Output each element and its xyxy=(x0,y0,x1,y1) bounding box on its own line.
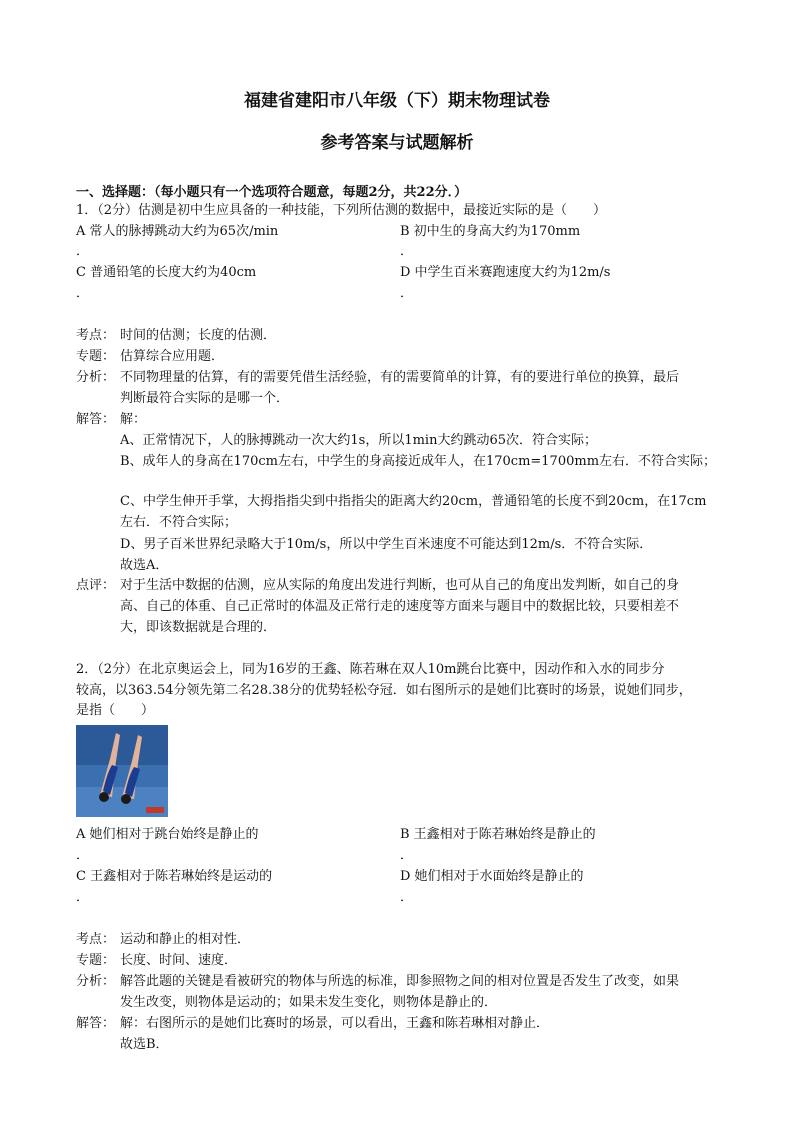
q1-option-d-dot: ． xyxy=(400,286,414,301)
q2-fenxi-line2: 发生改变，则物体是运动的；如果未发生变化，则物体是静止的． xyxy=(120,995,498,1010)
q1-jieda-c-line2: 左右．不符合实际； xyxy=(120,515,238,530)
q1-jieda-intro: 解： xyxy=(120,412,147,427)
q1-option-c: C 普通铅笔的长度大约为40cm xyxy=(76,265,257,280)
q1-fenxi-label: 分析： xyxy=(76,370,116,385)
q2-option-a-dot: ． xyxy=(76,848,90,863)
q2-fenxi-label: 分析： xyxy=(76,974,116,989)
q1-zhuanti: 估算综合应用题． xyxy=(120,349,225,364)
q2-option-c-dot: ． xyxy=(76,890,90,905)
q1-fenxi-line2: 判断最符合实际的是哪一个． xyxy=(120,391,290,406)
q1-option-b-dot: ． xyxy=(400,244,414,259)
page-subtitle: 参考答案与试题解析 xyxy=(320,133,474,153)
q2-stem-line3: 是指（ ） xyxy=(76,703,155,718)
q1-kaodian-label: 考点： xyxy=(76,328,116,343)
q1-dianping-line2: 高、自己的体重、自己正常时的体温及正常行走的速度等方面来与题目中的数据比较，只要相差不 xyxy=(120,599,680,614)
q2-option-c: C 王鑫相对于陈若琳始终是运动的 xyxy=(76,869,273,884)
q2-stem-line2: 较高，以363.54分领先第二名28.38分的优势轻松夺冠．如右图所示的是她们比赛时的场景，说她们同步， xyxy=(76,683,692,698)
section-heading: 一、选择题：（每小题只有一个选项符合题意，每题2分，共22分．） xyxy=(76,185,468,200)
q1-jieda-b: B、成年人的身高在170cm左右，中学生的身高接近成年人，在170cm=1700mm左右．不符合实际； xyxy=(120,454,717,469)
q2-option-a: A 她们相对于跳台始终是静止的 xyxy=(76,827,259,842)
q2-zhuanti: 长度、时间、速度． xyxy=(120,953,238,968)
q2-kaodian: 运动和静止的相对性． xyxy=(120,932,251,947)
q2-jieda-label: 解答： xyxy=(76,1016,116,1031)
q1-option-c-dot: ． xyxy=(76,286,90,301)
q2-zhuanti-label: 专题： xyxy=(76,953,116,968)
q1-jieda-d: D、男子百米世界纪录略大于10m/s，所以中学生百米速度不可能达到12m/s．不符合实际． xyxy=(120,537,653,552)
q2-jieda-conclusion: 故选B． xyxy=(120,1037,169,1052)
q1-dianping-label: 点评： xyxy=(76,578,116,593)
q1-stem: 1．（2分）估测是初中生应具备的一种技能，下列所估测的数据中，最接近实际的是（ ） xyxy=(76,203,607,218)
q1-jieda-conclusion: 故选A． xyxy=(120,558,169,573)
q2-jieda-line1: 解：右图所示的是她们比赛时的场景，可以看出，王鑫和陈若琳相对静止． xyxy=(120,1016,550,1031)
q1-dianping-line1: 对于生活中数据的估测，应从实际的角度出发进行判断，也可从自己的角度出发判断，如自己的身 xyxy=(120,578,680,593)
q1-option-b: B 初中生的身高大约为170mm xyxy=(400,224,581,239)
q1-option-d: D 中学生百米赛跑速度大约为12m/s xyxy=(400,265,611,280)
q2-option-d: D 她们相对于水面始终是静止的 xyxy=(400,869,584,884)
q2-option-b-dot: ． xyxy=(400,848,414,863)
q2-kaodian-label: 考点： xyxy=(76,932,116,947)
q1-zhuanti-label: 专题： xyxy=(76,349,116,364)
q1-jieda-a: A、正常情况下，人的脉搏跳动一次大约1s，所以1min大约跳动65次．符合实际； xyxy=(120,433,598,448)
q1-jieda-label: 解答： xyxy=(76,412,116,427)
diving-photo xyxy=(76,725,168,817)
q1-jieda-c-line1: C、中学生伸开手掌，大拇指指尖到中指指尖的距离大约20cm，普通铅笔的长度不到20cm，在17cm xyxy=(120,494,707,509)
q1-dianping-line3: 大，即该数据就是合理的． xyxy=(120,620,277,635)
page-title: 福建省建阳市八年级（下）期末物理试卷 xyxy=(244,91,550,111)
q2-fenxi-line1: 解答此题的关键是看被研究的物体与所选的标准，即参照物之间的相对位置是否发生了改变，如果 xyxy=(120,974,680,989)
q1-fenxi-line1: 不同物理量的估算，有的需要凭借生活经验，有的需要简单的计算，有的要进行单位的换算，最后 xyxy=(120,370,680,385)
q2-option-d-dot: ． xyxy=(400,890,414,905)
q1-option-a-dot: ． xyxy=(76,244,90,259)
q2-stem-line1: 2．（2分）在北京奥运会上，同为16岁的王鑫、陈若琳在双人10m跳台比赛中，因动作和入水的同步分 xyxy=(76,662,665,677)
q1-option-a: A 常人的脉搏跳动大约为65次/min xyxy=(76,224,279,239)
q1-kaodian: 时间的估测；长度的估测． xyxy=(120,328,277,343)
q2-option-b: B 王鑫相对于陈若琳始终是静止的 xyxy=(400,827,596,842)
